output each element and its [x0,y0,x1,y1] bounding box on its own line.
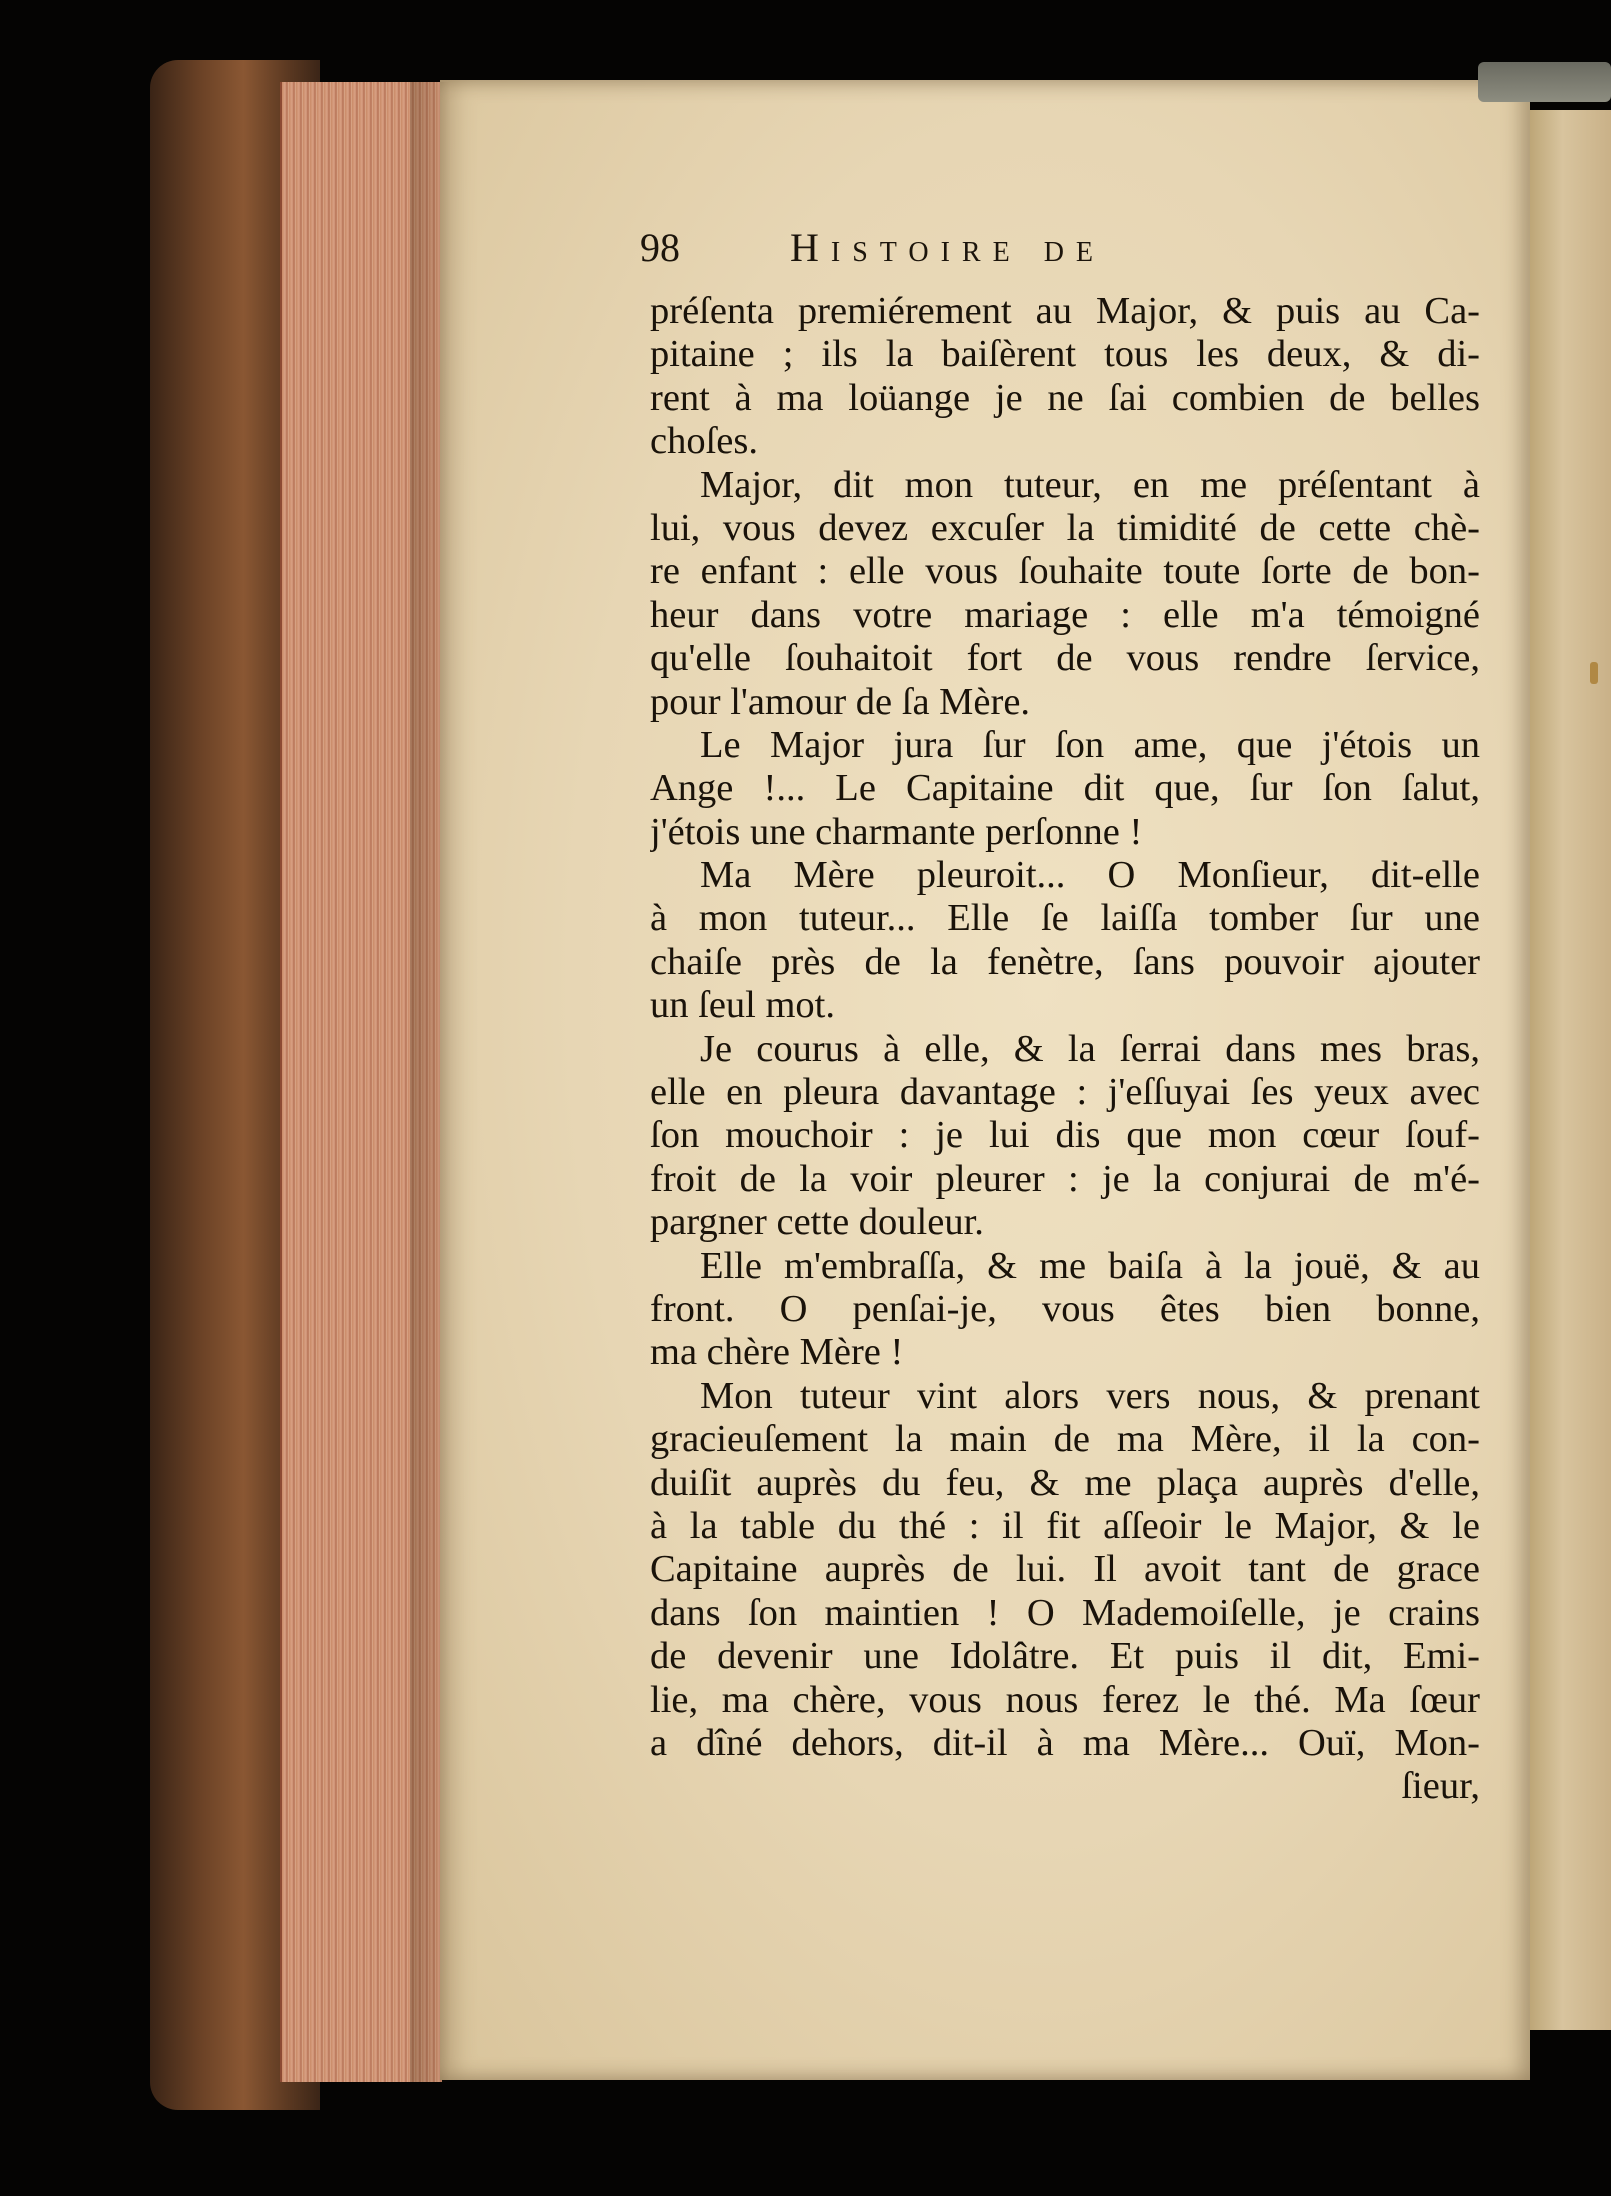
text-line: pargner cette douleur. [650,1201,984,1244]
text-line: elle en pleura davantage : j'eſſuyai ſes yeux avec [650,1071,1480,1114]
text-line: ſieur, [1401,1765,1480,1808]
text-line: re enfant : elle vous ſouhaite toute ſorte de bon- [650,550,1480,593]
text-line: Capitaine auprès de lui. Il avoit tant de grace [650,1548,1480,1591]
text-line: duiſit auprès du feu, & me plaça auprès d'elle, [650,1461,1480,1504]
running-head [640,224,1480,280]
body-text [650,290,1480,1809]
text-line: Le Major jura ſur ſon ame, que j'étois un [700,723,1480,766]
text-line: Ange !... Le Capitaine dit que, ſur ſon ſalut, [650,767,1480,810]
text-line: qu'elle ſouhaitoit fort de vous rendre ſervice, [650,637,1480,680]
text-line: ma chère Mère ! [650,1331,904,1374]
text-line: pitaine ; ils la baiſèrent tous les deux, & di- [650,333,1480,376]
text-line: préſenta premiérement au Major, & puis au Ca- [650,290,1480,332]
text-line: de devenir une Idolâtre. Et puis il dit, Emi- [650,1635,1480,1678]
text-line: Ma Mère pleuroit... O Monſieur, dit-elle [700,854,1480,897]
text-line: à la table du thé : il fit aſſeoir le Major, & le [650,1504,1480,1547]
margin-mark [1590,662,1598,684]
text-line: j'étois une charmante perſonne ! [650,810,1143,853]
facing-page-edge [1530,110,1611,2030]
text-line: gracieuſement la main de ma Mère, il la con- [650,1418,1480,1461]
text-line: chaiſe près de la fenètre, ſans pouvoir ajouter [650,940,1480,983]
text-line: rent à ma loüange je ne ſai combien de belles [650,376,1480,419]
page-number: 98 [640,225,680,270]
text-line: froit de la voir pleurer : je la conjurai de m'é- [650,1157,1480,1200]
gutter-shadow [410,82,450,2082]
text-line: a dîné dehors, dit-il à ma Mère... Ouï, Mon- [650,1721,1480,1764]
text-line: lie, ma chère, vous nous ferez le thé. Ma ſœur [650,1678,1480,1721]
text-line: pour l'amour de ſa Mère. [650,680,1031,723]
text-line: un ſeul mot. [650,984,835,1027]
text-line: lui, vous devez excuſer la timidité de cette chè- [650,506,1480,549]
text-line: Major, dit mon tuteur, en me préſentant à [700,463,1480,506]
text-line: choſes. [650,420,758,463]
text-line: Elle m'embraſſa, & me baiſa à la jouë, & au [700,1244,1480,1287]
scan-clip [1478,62,1611,102]
text-line: front. O penſai-je, vous êtes bien bonne, [650,1287,1480,1330]
running-title: Histoire de [790,225,1106,270]
text-line: dans ſon maintien ! O Mademoiſelle, je crains [650,1591,1480,1634]
text-line: ſon mouchoir : je lui dis que mon cœur ſouf- [650,1114,1480,1157]
text-line: Mon tuteur vint alors vers nous, & prenant [700,1374,1480,1417]
text-line: Je courus à elle, & la ſerrai dans mes bras, [700,1027,1480,1070]
text-line: à mon tuteur... Elle ſe laiſſa tomber ſur une [650,897,1480,940]
text-line: heur dans votre mariage : elle m'a témoigné [650,593,1480,636]
